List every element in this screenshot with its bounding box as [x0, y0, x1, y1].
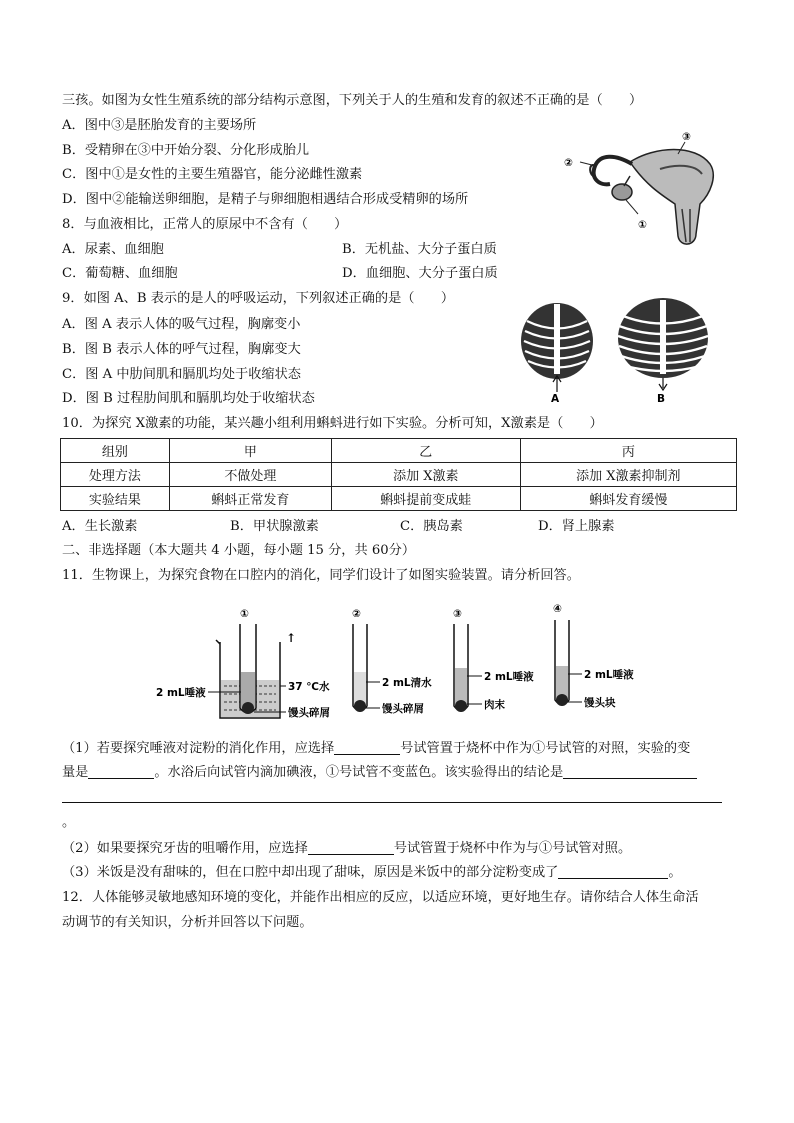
t1-water-label: 37 ℃水 [288, 681, 330, 693]
t2-bottom-label: 馒头碎屑 [382, 703, 424, 715]
q7-option-b: B．受精卵在③中开始分裂、分化形成胎儿 [62, 143, 310, 158]
q8-option-b: B．无机盐、大分子蛋白质 [342, 242, 497, 257]
table-cell: 蝌蚪提前变成蛙 [331, 487, 520, 511]
q11-p1-end: 。 [62, 815, 76, 830]
fig-label-2: ② [564, 157, 573, 169]
q8-option-c: C．葡萄糖、血细胞 [62, 266, 178, 281]
answer-blank-4[interactable] [308, 840, 394, 855]
t3-bottom-label: 肉末 [484, 699, 505, 711]
q12-line1: 12．人体能够灵敏地感知环境的变化，并能作出相应的反应，以适应环境，更好地生存。请你结合人体生命活 [62, 890, 699, 905]
q11-p1-text-b: 号试管置于烧杯中作为①号试管的对照，实验的变 [400, 741, 691, 756]
fig-label-b: B [657, 393, 666, 405]
tube-number-1: ① [240, 608, 249, 620]
q11-part1-line2 [62, 764, 697, 782]
table-cell: 丙 [520, 439, 736, 463]
t4-bottom-label: 馒头块 [584, 697, 616, 709]
table-cell: 添加 X激素抑制剂 [520, 463, 736, 487]
t1-left-label: 2 mL唾液 [156, 687, 206, 699]
experiment-table [60, 438, 737, 511]
test-tube-figure [150, 600, 650, 725]
q11-p1-text-d: 。水浴后向试管内滴加碘液，①号试管不变蓝色。该实验得出的结论是 [154, 765, 564, 780]
q7-option-a: A．图中③是胚胎发育的主要场所 [62, 118, 257, 133]
table-cell: 蝌蚪发育缓慢 [520, 487, 736, 511]
fig-label-a: A [551, 393, 560, 405]
table-cell: 乙 [331, 439, 520, 463]
q11-p2-text-a: （2）如果要探究牙齿的咀嚼作用，应选择 [62, 841, 308, 856]
q7-stem: 三孩。如图为女性生殖系统的部分结构示意图，下列关于人的生殖和发育的叙述不正确的是（ ） [62, 93, 643, 108]
table-row [61, 463, 737, 487]
answer-blank-3[interactable] [563, 764, 697, 779]
table-row [61, 487, 737, 511]
t4-top-label: 2 mL唾液 [584, 669, 634, 681]
table-cell: 蝌蚪正常发育 [169, 487, 331, 511]
table-cell: 组别 [61, 439, 170, 463]
t3-top-label: 2 mL唾液 [484, 671, 534, 683]
answer-blank-1[interactable] [334, 740, 400, 755]
t1-bottom-label: 馒头碎屑 [288, 707, 330, 719]
fig-label-1: ① [638, 219, 647, 231]
q10-stem: 10．为探究 X激素的功能，某兴趣小组利用蝌蚪进行如下实验。分析可知，X激素是（ ） [62, 416, 603, 431]
q11-p3-end: 。 [668, 865, 682, 880]
q11-part3 [62, 864, 682, 882]
q7-option-c: C．图中①是女性的主要生殖器官，能分泌雌性激素 [62, 167, 363, 182]
answer-line-full[interactable] [62, 802, 722, 803]
fig-label-3: ③ [682, 131, 691, 143]
q8-option-a: A．尿素、血细胞 [62, 242, 164, 257]
answer-blank-5[interactable] [558, 864, 668, 879]
q12-line2: 动调节的有关知识，分析并回答以下问题。 [62, 915, 313, 930]
q10-option-b: B．甲状腺激素 [230, 519, 319, 534]
section-heading: 二、非选择题（本大题共 4 小题，每小题 15 分，共 60分） [62, 543, 416, 558]
q9-stem: 9．如图 A、B 表示的是人的呼吸运动，下列叙述正确的是（ ） [62, 291, 455, 306]
stray-mark: ↑ [286, 631, 297, 645]
q9-option-c: C．图 A 中肋间肌和膈肌均处于收缩状态 [62, 367, 301, 382]
q10-option-a: A．生长激素 [62, 519, 138, 534]
breathing-figure [515, 296, 715, 406]
q11-p2-text-b: 号试管置于烧杯中作为与①号试管对照。 [393, 841, 632, 856]
t2-top-label: 2 mL清水 [382, 677, 432, 689]
q11-part1-line1 [62, 740, 690, 758]
ribcage-a [521, 303, 593, 405]
answer-blank-2[interactable] [88, 764, 154, 779]
q8-stem: 8．与血液相比，正常人的原尿中不含有（ ） [62, 217, 348, 232]
q9-option-b: B．图 B 表示人体的呼气过程，胸廓变大 [62, 342, 301, 357]
q9-option-d: D．图 B 过程肋间肌和膈肌均处于收缩状态 [62, 391, 315, 406]
table-cell: 添加 X激素 [331, 463, 520, 487]
q11-part2 [62, 840, 631, 858]
female-reproductive-figure [560, 124, 730, 252]
table-row [61, 439, 737, 463]
tube-number-3: ③ [453, 608, 462, 620]
table-cell: 实验结果 [61, 487, 170, 511]
tube-number-4: ④ [553, 603, 562, 615]
tube-number-2: ② [352, 608, 361, 620]
q9-option-a: A．图 A 表示人体的吸气过程，胸廓变小 [62, 317, 301, 332]
table-cell: 甲 [169, 439, 331, 463]
q11-stem: 11．生物课上，为探究食物在口腔内的消化，同学们设计了如图实验装置。请分析回答。 [62, 568, 580, 583]
q8-option-d: D．血细胞、大分子蛋白质 [342, 266, 498, 281]
table-cell: 不做处理 [169, 463, 331, 487]
q7-option-d: D．图中②能输送卵细胞，是精子与卵细胞相遇结合形成受精卵的场所 [62, 192, 469, 207]
q10-option-c: C．胰岛素 [400, 519, 463, 534]
ribcage-b [618, 298, 708, 405]
q11-p1-text-a: （1）若要探究唾液对淀粉的消化作用，应选择 [62, 741, 335, 756]
q11-p3-text-a: （3）米饭是没有甜味的，但在口腔中却出现了甜味，原因是米饭中的部分淀粉变成了 [62, 865, 559, 880]
q10-option-d: D．肾上腺素 [538, 519, 615, 534]
table-cell: 处理方法 [61, 463, 170, 487]
q11-p1-text-c: 量是 [62, 765, 89, 780]
